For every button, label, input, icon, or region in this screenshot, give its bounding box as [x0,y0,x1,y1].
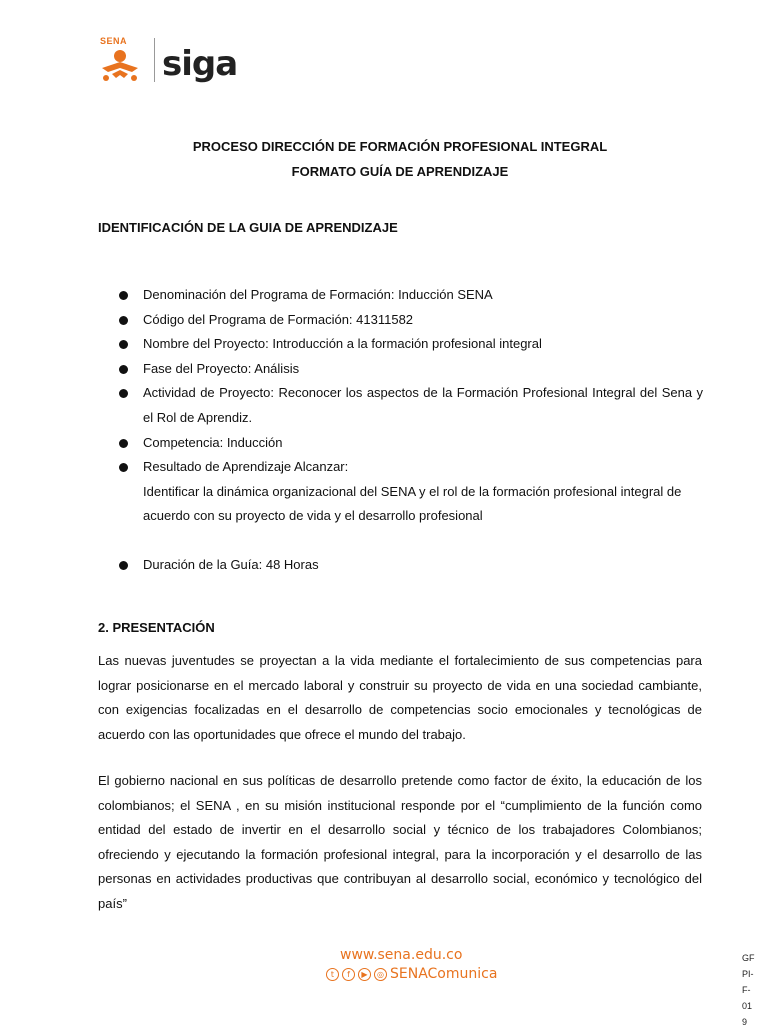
social-handle[interactable]: SENAComunica [390,966,498,982]
twitter-icon[interactable]: t [326,968,339,981]
document-subtitle: FORMATO GUÍA DE APRENDIZAJE [291,164,509,179]
bullet-icon [119,389,128,398]
siga-logo: siga [162,44,238,84]
presentation-paragraph-2: El gobierno nacional en sus políticas de desarrollo pretende como factor de éxito, la educación de los colombianos; el SENA , en su misión institucional responde por el “cumplimiento de la función como entidad del estado de invertir en el desarrollo social y técnico de los trabajadores Colombianos; ofreciendo y ejecutando la formación profesional integral, para la incorporación y el desarrollo de las personas en actividades productivas que contribuyan al desarrollo social, económico y tecnológico del país” [98,773,702,911]
list-item: Código del Programa de Formación: 41311582 [118,308,703,333]
bullet-icon [119,365,128,374]
section-identification-heading: IDENTIFICACIÓN DE LA GUIA DE APRENDIZAJE [98,220,398,235]
header-logos [96,34,256,88]
list-item: Denominación del Programa de Formación: Inducción SENA [118,283,703,308]
footer-social [326,966,497,982]
document-code: GF PI- F- 01 9 [742,953,755,1027]
list-item: Fase del Proyecto: Análisis [118,357,703,382]
bullet-icon [119,340,128,349]
logo-separator [154,38,155,82]
facebook-icon[interactable]: f [342,968,355,981]
bullet-icon [119,291,128,300]
learning-result-detail: Identificar la dinámica organizacional del SENA y el rol de la formación profesional integral de acuerdo con su proyecto de vida y el desarrollo profesional [143,483,682,524]
presentation-paragraph-1: Las nuevas juventudes se proyectan a la vida mediante el fortalecimiento de sus competencias para lograr posicionarse en el mercado laboral y construir su proyecto de vida en una sociedad cambiante, con exigencias focalizadas en el desarrollo de competencias socio emocionales y tecnológicas de acuerdo con las oportunidades que ofrece el mundo del trabajo. [98,653,702,742]
list-item: Duración de la Guía: 48 Horas [118,553,703,578]
youtube-icon[interactable]: ▶ [358,968,371,981]
bullet-icon [119,439,128,448]
bullet-icon [119,463,128,472]
sena-logo-text: SENA [100,36,128,46]
identification-list [118,283,703,578]
list-item: Competencia: Inducción [118,431,703,456]
list-item: Resultado de Aprendizaje Alcanzar: Identificar la dinámica organizacional del SENA y el rol de la formación profesional integral de acuerdo con su proyecto de vida y el desarrollo profesional [118,455,703,529]
bullet-icon [119,561,128,570]
list-item: Nombre del Proyecto: Introducción a la formación profesional integral [118,332,703,357]
bullet-icon [119,316,128,325]
document-title: PROCESO DIRECCIÓN DE FORMACIÓN PROFESIONAL INTEGRAL [192,139,608,154]
list-spacer [118,529,703,553]
footer-website-link[interactable]: www.sena.edu.co [340,947,463,963]
section-presentation-heading: 2. PRESENTACIÓN [98,620,215,635]
instagram-icon[interactable]: ◎ [374,968,387,981]
list-item: Actividad de Proyecto: Reconocer los aspectos de la Formación Profesional Integral del Sena y el Rol de Aprendiz. [118,381,703,430]
